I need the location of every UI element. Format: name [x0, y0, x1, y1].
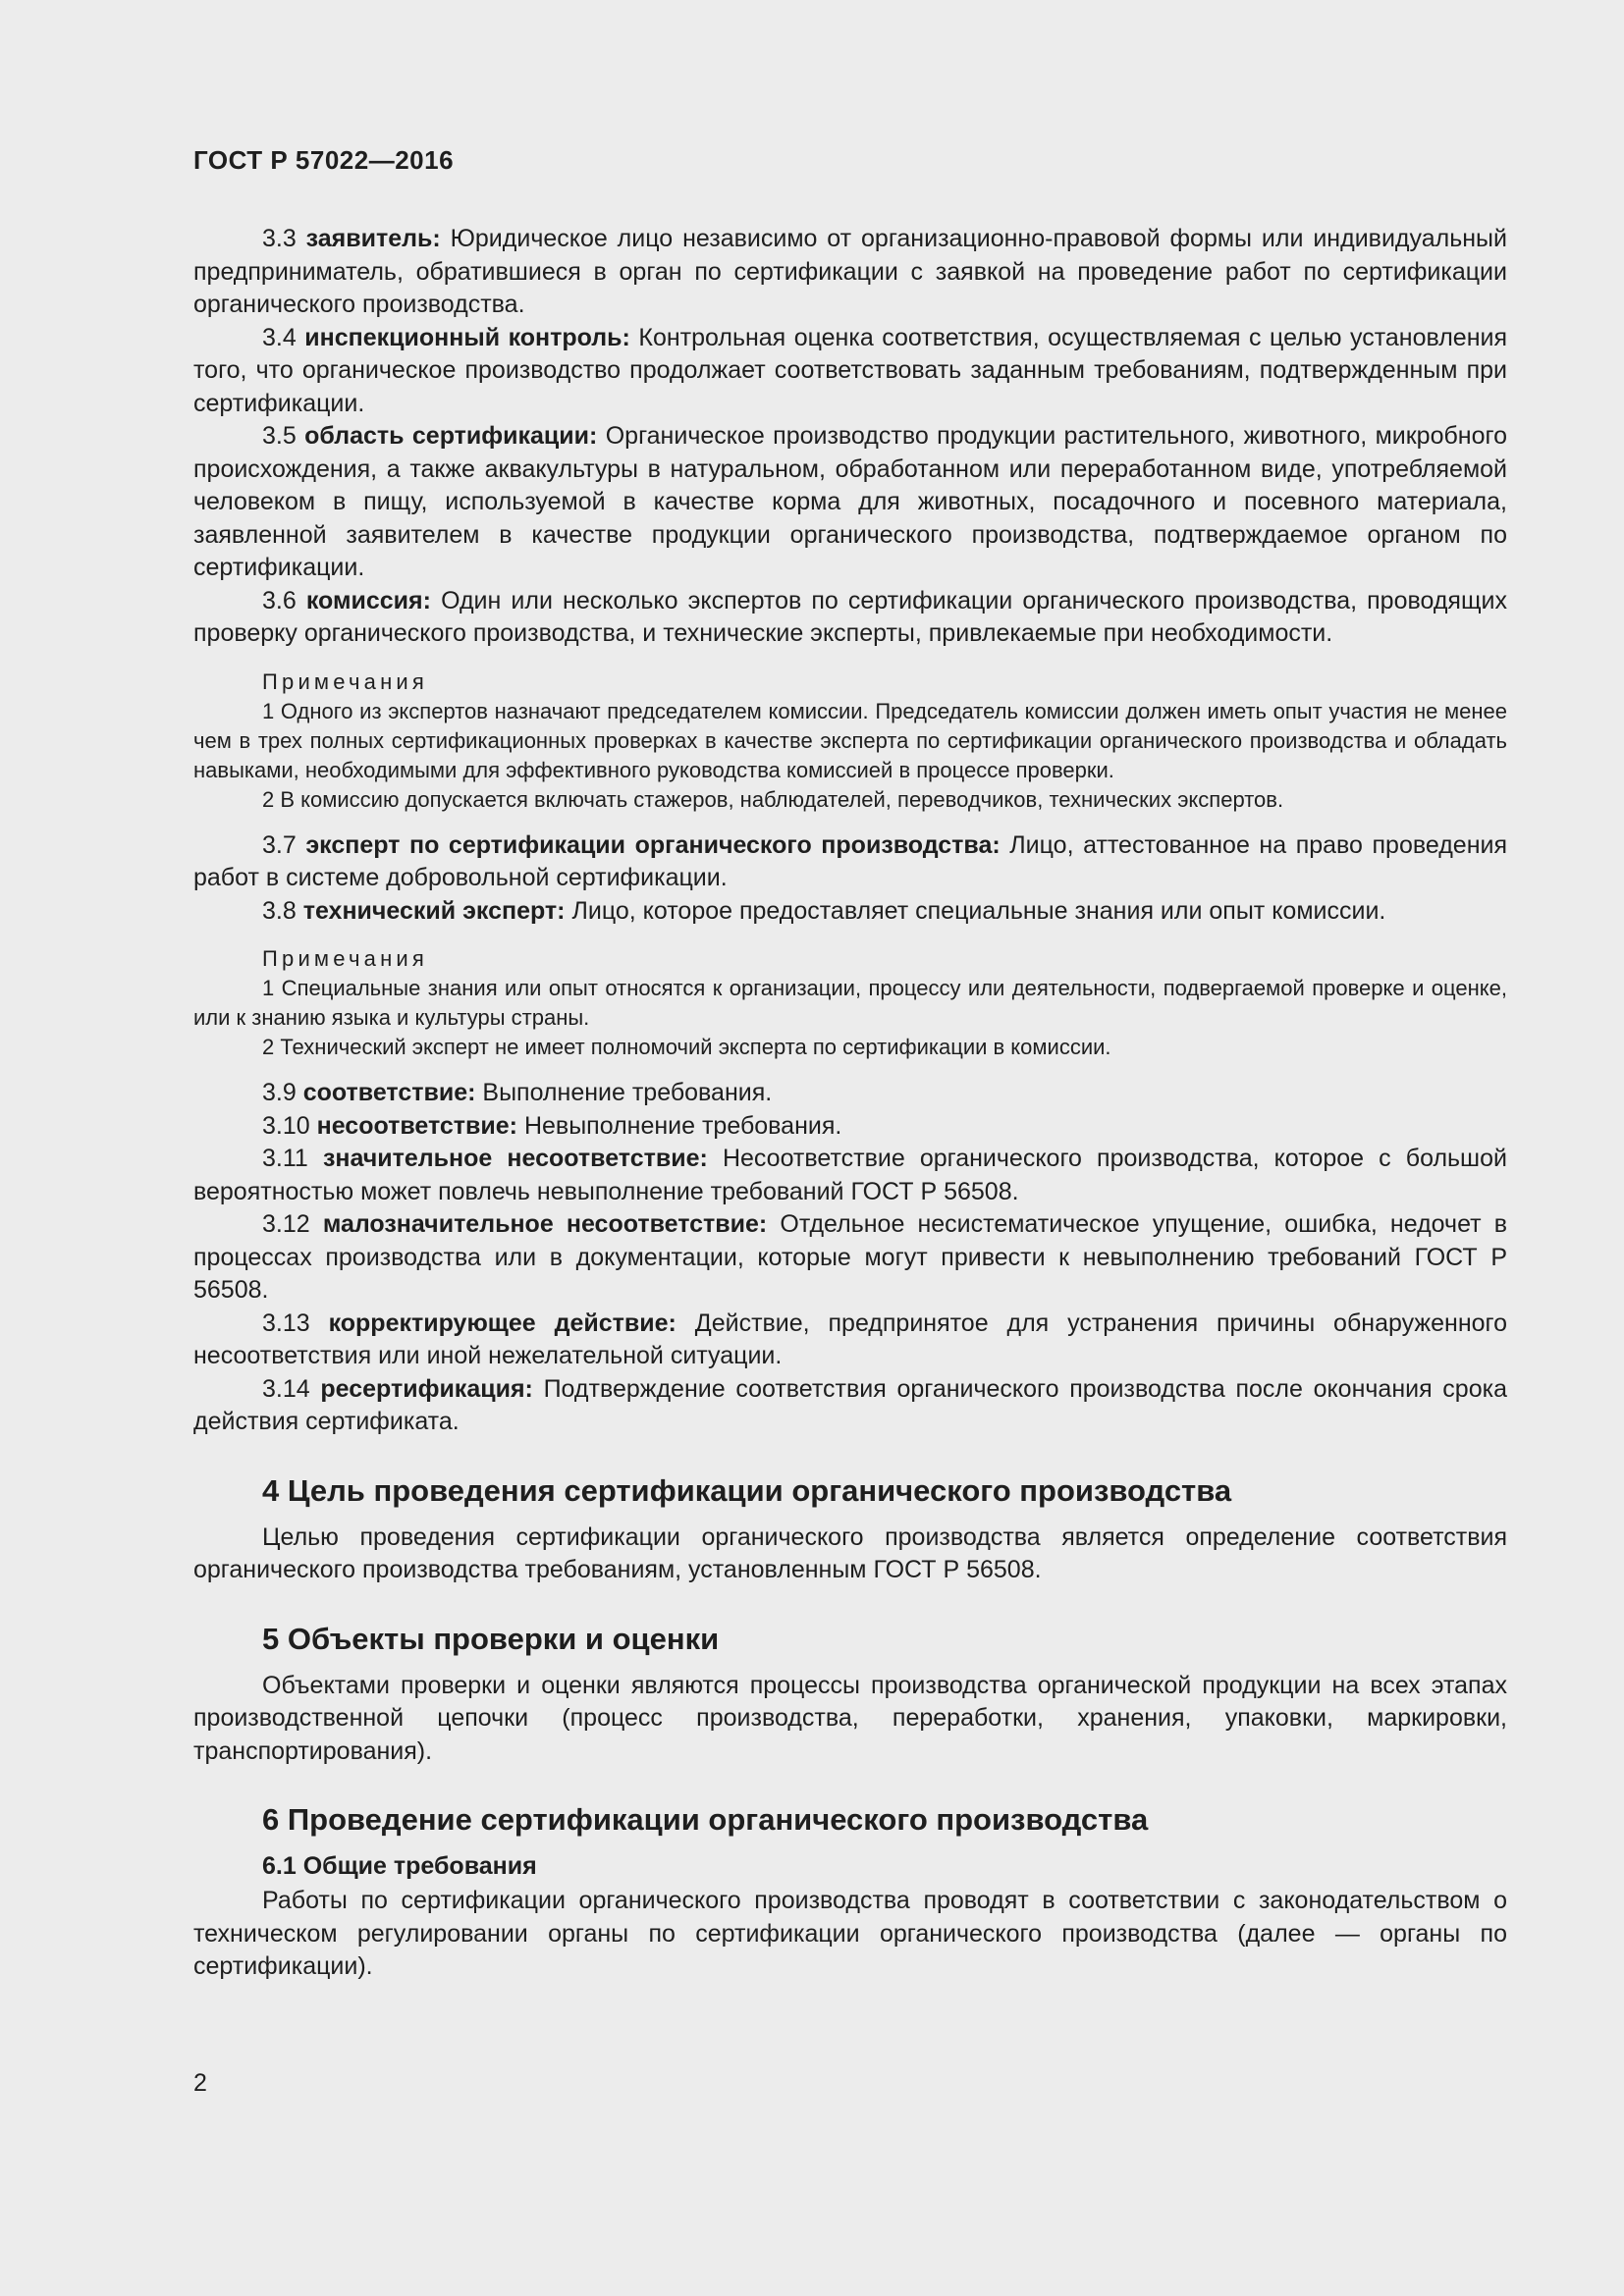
document-header: ГОСТ Р 57022—2016 [193, 145, 455, 175]
term-title: корректирующее действие: [328, 1308, 677, 1337]
term-number: 3.5 [262, 422, 297, 450]
term-definition: Лицо, которое предоставляет специальные знания или опыт комиссии. [571, 896, 1386, 925]
term-title: ресертификация: [320, 1374, 533, 1403]
term-number: 3.10 [262, 1111, 310, 1140]
term-definition: Один или несколько экспертов по сертификации органического производства, проводящих проверку органического производства, и технические эксперты, привлекаемые при необходимости. [193, 586, 1508, 647]
term-title: комиссия: [305, 586, 431, 614]
term-title: эксперт по сертификации органического производства: [305, 830, 1001, 859]
term-definition: Подтверждение соответствия органического производства после окончания срока действия сертификата. [193, 1374, 1508, 1435]
term-3-10 [193, 1110, 1507, 1144]
term-number: 3.12 [262, 1210, 310, 1238]
term-number: 3.9 [262, 1079, 297, 1106]
section-4-text: Целью проведения сертификации органического производства является определение соответствия органического производства требованиям, установленным ГОСТ Р 56508. [193, 1522, 1507, 1583]
note-item: 1 Специальные знания или опыт относятся к организации, процессу или деятельности, подвергаемой проверке и оценке, или к знанию языка и культуры страны. [193, 976, 1507, 1030]
term-3-7 [193, 829, 1507, 895]
term-3-13 [193, 1308, 1507, 1373]
term-title: значительное несоответствие: [322, 1145, 708, 1172]
term-title: область сертификации: [304, 422, 598, 450]
term-3-8 [193, 895, 1507, 929]
term-3-14 [193, 1373, 1507, 1439]
term-title: соответствие: [302, 1079, 476, 1106]
term-3-11 [193, 1143, 1507, 1208]
term-3-5 [193, 420, 1507, 585]
term-title: инспекционный контроль: [304, 323, 630, 351]
term-3-12 [193, 1208, 1507, 1308]
term-number: 3.4 [262, 323, 297, 351]
notes-block [193, 667, 1507, 815]
term-definition: Контрольная оценка соответствия, осуществляемая с целью установления того, что органическое производство продолжает соответствовать заданным требованиям, подтвержденным при сертификации. [193, 323, 1508, 417]
term-title: технический эксперт: [302, 896, 566, 925]
term-definition: Невыполнение требования. [523, 1111, 842, 1140]
term-definition: Юридическое лицо независимо от организационно-правовой формы или индивидуальный предприниматель, обратившиеся в орган по сертификации с заявкой на проведение работ по сертификации органического производства. [193, 225, 1507, 318]
term-title: заявитель: [305, 225, 441, 252]
notes-title: Примечания [262, 946, 429, 971]
term-number: 3.3 [262, 225, 297, 252]
note-item: 2 В комиссию допускается включать стажеров, наблюдателей, переводчиков, технических экспертов. [262, 786, 1284, 812]
term-number: 3.6 [262, 586, 297, 614]
page-number: 2 [193, 2069, 207, 2097]
notes-block [193, 944, 1507, 1062]
term-definition: Лицо, аттестованное на право проведения работ в системе добровольной сертификации. [193, 830, 1508, 891]
note-item: 1 Одного из экспертов назначают председателем комиссии. Председатель комиссии должен иметь опыт участия не менее чем в трех полных сертификационных проверках в качестве эксперта по сертификации органического производства и обладать навыками, необходимыми для эффективного руководства комиссией в процессе проверки. [193, 698, 1507, 782]
notes-title: Примечания [262, 668, 429, 694]
term-number: 3.7 [262, 830, 297, 859]
term-3-6 [193, 585, 1507, 651]
term-title: малозначительное несоответствие: [322, 1210, 768, 1238]
term-3-4 [193, 322, 1507, 421]
term-number: 3.13 [262, 1308, 310, 1337]
term-definition: Несоответствие органического производства, которое с большой вероятностью может повлечь невыполнение требований ГОСТ Р 56508. [193, 1145, 1507, 1205]
section-6-1-heading: 6.1 Общие требования [262, 1852, 537, 1880]
term-number: 3.8 [262, 896, 297, 925]
term-number: 3.11 [262, 1145, 308, 1172]
term-3-9 [193, 1077, 1507, 1110]
term-definition: Отдельное несистематическое упущение, ошибка, недочет в процессах производства или в документации, которые могут привести к невыполнению требований ГОСТ Р 56508. [193, 1210, 1507, 1304]
term-title: несоответствие: [316, 1111, 518, 1140]
term-3-3 [193, 223, 1507, 322]
section-5-heading: 5 Объекты проверки и оценки [262, 1621, 720, 1656]
section-4-heading: 4 Цель проведения сертификации органического производства [262, 1472, 1232, 1508]
term-definition: Выполнение требования. [482, 1079, 773, 1106]
term-definition: Органическое производство продукции растительного, животного, микробного происхождения, а также аквакультуры в натуральном, обработанном или переработанном виде, употребляемой человеком в пищу, используемой в качестве корма для животных, посадочного и посевного материала, заявленной заявителем в качестве продукции органического производства, подтверждаемое органом по сертификации. [193, 422, 1507, 581]
section-5-text: Объектами проверки и оценки являются процессы производства органической продукции на всех этапах производственной цепочки (процесс производства, переработки, хранения, упаковки, маркировки, транспортирования). [193, 1671, 1507, 1765]
term-number: 3.14 [262, 1374, 310, 1403]
section-6-heading: 6 Проведение сертификации органического производства [262, 1802, 1149, 1837]
term-definition: Действие, предпринятое для устранения причины обнаруженного несоответствия или иной нежелательной ситуации. [193, 1308, 1508, 1369]
note-item: 2 Технический эксперт не имеет полномочий эксперта по сертификации в комиссии. [262, 1035, 1111, 1059]
section-6-1-text: Работы по сертификации органического производства проводят в соответствии с законодательством о техническом регулировании органы по сертификации органического производства (далее — органы по сертификации). [193, 1887, 1507, 1980]
document-page [193, 145, 1507, 1984]
